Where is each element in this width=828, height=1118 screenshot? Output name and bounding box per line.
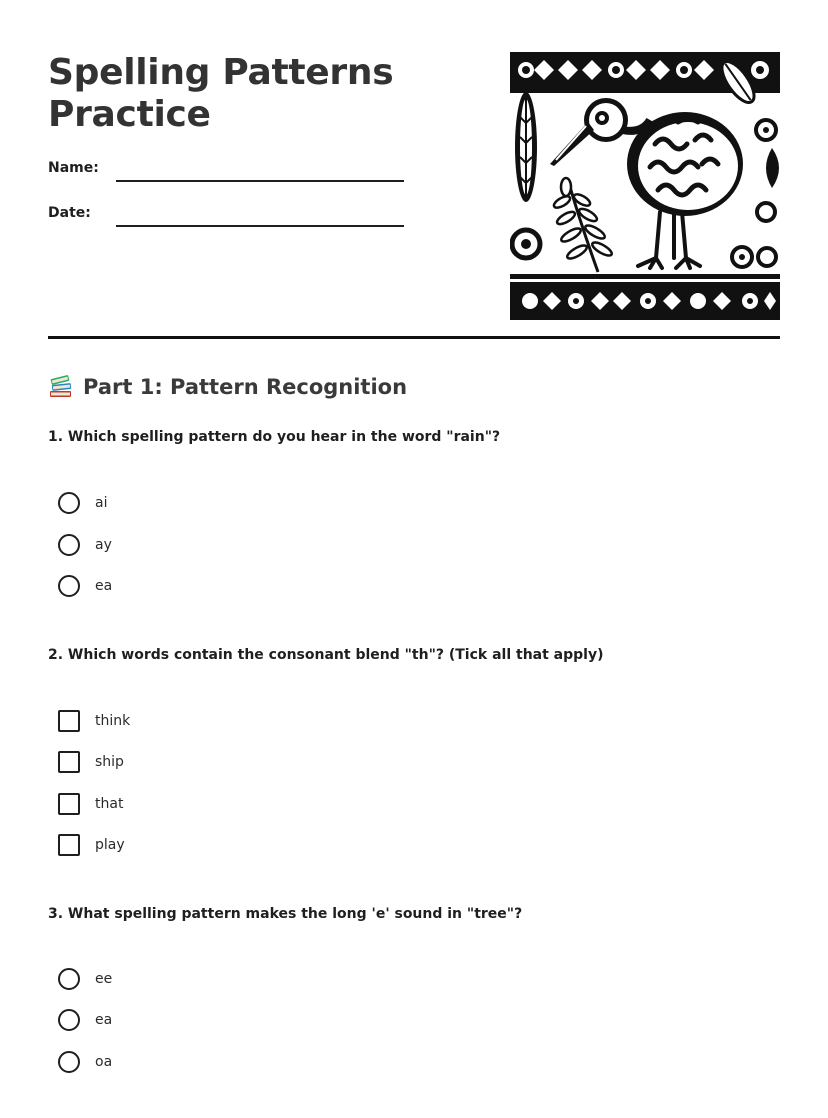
name-label: Name: <box>48 160 99 176</box>
name-write-line[interactable] <box>116 180 404 182</box>
q3-option-ee[interactable] <box>58 967 112 991</box>
q2-option-label: think <box>95 713 131 729</box>
q3-option-ea[interactable] <box>58 1008 112 1032</box>
q2-checkbox-ship[interactable] <box>58 751 80 773</box>
q2-option-think[interactable] <box>58 709 130 733</box>
worksheet-page <box>48 0 780 1118</box>
date-field <box>48 205 408 229</box>
q1-option-ea[interactable] <box>58 574 112 598</box>
kiwi-bird-illustration <box>510 52 780 320</box>
q2-checkbox-think[interactable] <box>58 710 80 732</box>
q2-checkbox-play[interactable] <box>58 834 80 856</box>
part1-heading-text: Part 1: Pattern Recognition <box>83 375 408 399</box>
q3-option-label: ea <box>95 1012 113 1028</box>
part1-heading <box>48 374 407 400</box>
q1-option-label: ai <box>95 495 108 511</box>
date-label: Date: <box>48 205 91 221</box>
name-field <box>48 160 408 184</box>
q2-checkbox-that[interactable] <box>58 793 80 815</box>
question-2: 2. Which words contain the consonant blend "th"? (Tick all that apply) <box>48 647 604 663</box>
question-1: 1. Which spelling pattern do you hear in the word "rain"? <box>48 429 501 445</box>
q3-radio-ea[interactable] <box>58 1009 80 1031</box>
q1-radio-ea[interactable] <box>58 575 80 597</box>
q2-option-ship[interactable] <box>58 750 124 774</box>
q1-radio-ai[interactable] <box>58 492 80 514</box>
date-write-line[interactable] <box>116 225 404 227</box>
q3-option-label: oa <box>95 1054 113 1070</box>
q3-option-oa[interactable] <box>58 1050 112 1074</box>
header-divider <box>48 336 780 339</box>
q1-option-ai[interactable] <box>58 491 107 515</box>
q1-option-ay[interactable] <box>58 533 112 557</box>
q2-option-label: that <box>95 796 124 812</box>
q3-radio-oa[interactable] <box>58 1051 80 1073</box>
q2-option-that[interactable] <box>58 792 123 816</box>
q2-option-label: ship <box>95 754 124 770</box>
page-title: Spelling Patterns Practice <box>48 52 394 135</box>
q1-option-label: ea <box>95 578 113 594</box>
worksheet-header <box>48 0 780 340</box>
question-3: 3. What spelling pattern makes the long 'e' sound in "tree"? <box>48 906 523 922</box>
q3-option-label: ee <box>95 971 113 987</box>
books-icon <box>48 374 74 400</box>
q2-option-play[interactable] <box>58 833 125 857</box>
q3-radio-ee[interactable] <box>58 968 80 990</box>
q2-option-label: play <box>95 837 125 853</box>
q1-option-label: ay <box>95 537 112 553</box>
q1-radio-ay[interactable] <box>58 534 80 556</box>
